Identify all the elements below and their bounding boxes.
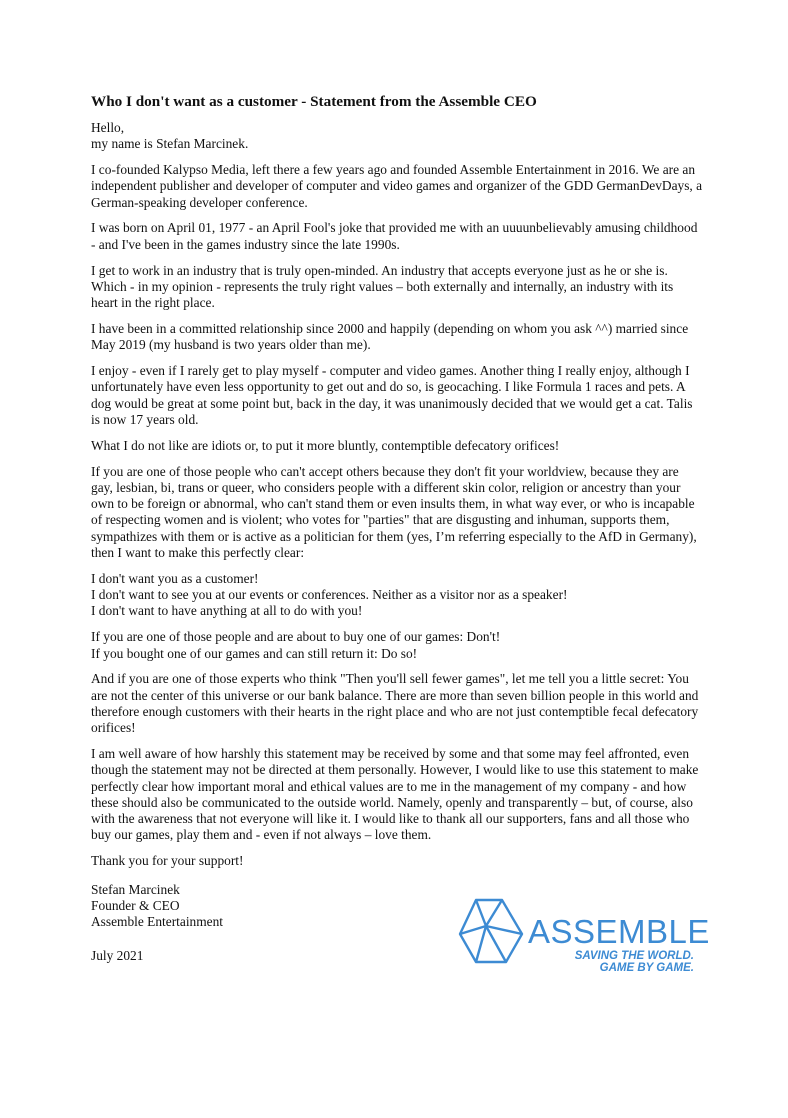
- assemble-logo: [456, 896, 710, 976]
- logo-tagline-line-1: SAVING THE WORLD.: [574, 950, 694, 962]
- paragraph-industry: I get to work in an industry that is truly open-minded. An industry that accepts everyone just as he or she is. Which - in my opinion - represents the truly right values – both externally and internally, an industry with its heart in the right place.: [91, 262, 674, 311]
- paragraph-dont-buy: If you are one of those people and are about to buy one of our games: Don't! If you bought one of our games and can still return it: Do so!: [91, 629, 501, 661]
- logo-tagline-line-2: GAME BY GAME.: [599, 962, 694, 974]
- paragraph-awareness: I am well aware of how harshly this statement may be received by some and that some may feel affronted, even though the statement may not be directed at them personally. However, I would like to use this statement to make perfectly clear how important moral and ethical values are to me in the management of my company - and how these should also be communicated to the outside world. Namely, openly and transparently – but, of course, also with the awareness that not everyone will like it. I would like to thank all our supporters, fans and all those who buy our games, play them and - even if not always – love them.: [91, 746, 699, 843]
- paragraph-relationship: I have been in a committed relationship since 2000 and happily (depending on whom you ask ^^) married since May 2019 (my husband is two years older than me).: [91, 320, 689, 353]
- logo-tagline: [575, 950, 694, 974]
- paragraph-dont-want: I don't want you as a customer! I don't want to see you at our events or conferences. Neither as a visitor nor as a speaker! I don't want to have anything at all to do with you!: [91, 570, 568, 619]
- letter-body: [91, 120, 703, 965]
- page-title: Who I don't want as a customer - Statement from the Assemble CEO: [91, 93, 537, 110]
- paragraph-dislikes: What I do not like are idiots or, to put it more bluntly, contemptible defecatory orifices!: [91, 437, 560, 453]
- paragraph-intro: I co-founded Kalypso Media, left there a few years ago and founded Assemble Entertainment in 2016. We are an independent publisher and developer of computer and video games and organizer of the GDD GermanDevDays, a German-speaking developer conference.: [91, 162, 703, 210]
- paragraph-hobbies: I enjoy - even if I rarely get to play myself - computer and video games. Another thing I really enjoy, although I unfortunately have even less opportunity to get out and do so, is geocaching. I like Formula 1 races and pets. A dog would be great at some point but, back in the day, it was unanimously decided that we would get a cat. Talis is now 17 years old.: [91, 363, 693, 427]
- logo-wordmark: ASSEMBLE: [528, 913, 710, 950]
- assemble-crystal-icon: [456, 896, 526, 966]
- signature-company: Assemble Entertainment: [91, 914, 224, 930]
- signature-name: Stefan Marcinek: [91, 881, 180, 897]
- paragraph-birth: I was born on April 01, 1977 - an April Fool's joke that provided me with an uuuunbelievably amusing childhood - and I've been in the games industry since the late 1990s.: [91, 220, 698, 252]
- paragraph-thanks: Thank you for your support!: [91, 853, 244, 869]
- signature-role: Founder & CEO: [91, 897, 180, 913]
- paragraph-if-you-are: If you are one of those people who can't accept others because they don't fit your worldview, because they are gay, lesbian, bi, trans or queer, who considers people with a different skin color, religion or ancestry than your own to be foreign or abnormal, who can't stand them or even insults them, in what way ever, or who is incapable of respecting women and is violent; who votes for "parties" that are disgusting and inhuman, supports them, sympathizes with them or is active as a politician for them (yes, I’m referring especially to the AfD in Germany), then I want to make this perfectly clear:: [91, 463, 697, 561]
- paragraph-greeting: Hello, my name is Stefan Marcinek.: [91, 120, 249, 152]
- letter-date: July 2021: [91, 948, 144, 964]
- paragraph-experts: And if you are one of those experts who think "Then you'll sell fewer games", let me tell you a little secret: You are not the center of this universe or our bank balance. There are more than seven billion people in this world and therefore enough customers with their hearts in the right place and who are not just contemptible fecal defecatory orifices!: [91, 671, 699, 736]
